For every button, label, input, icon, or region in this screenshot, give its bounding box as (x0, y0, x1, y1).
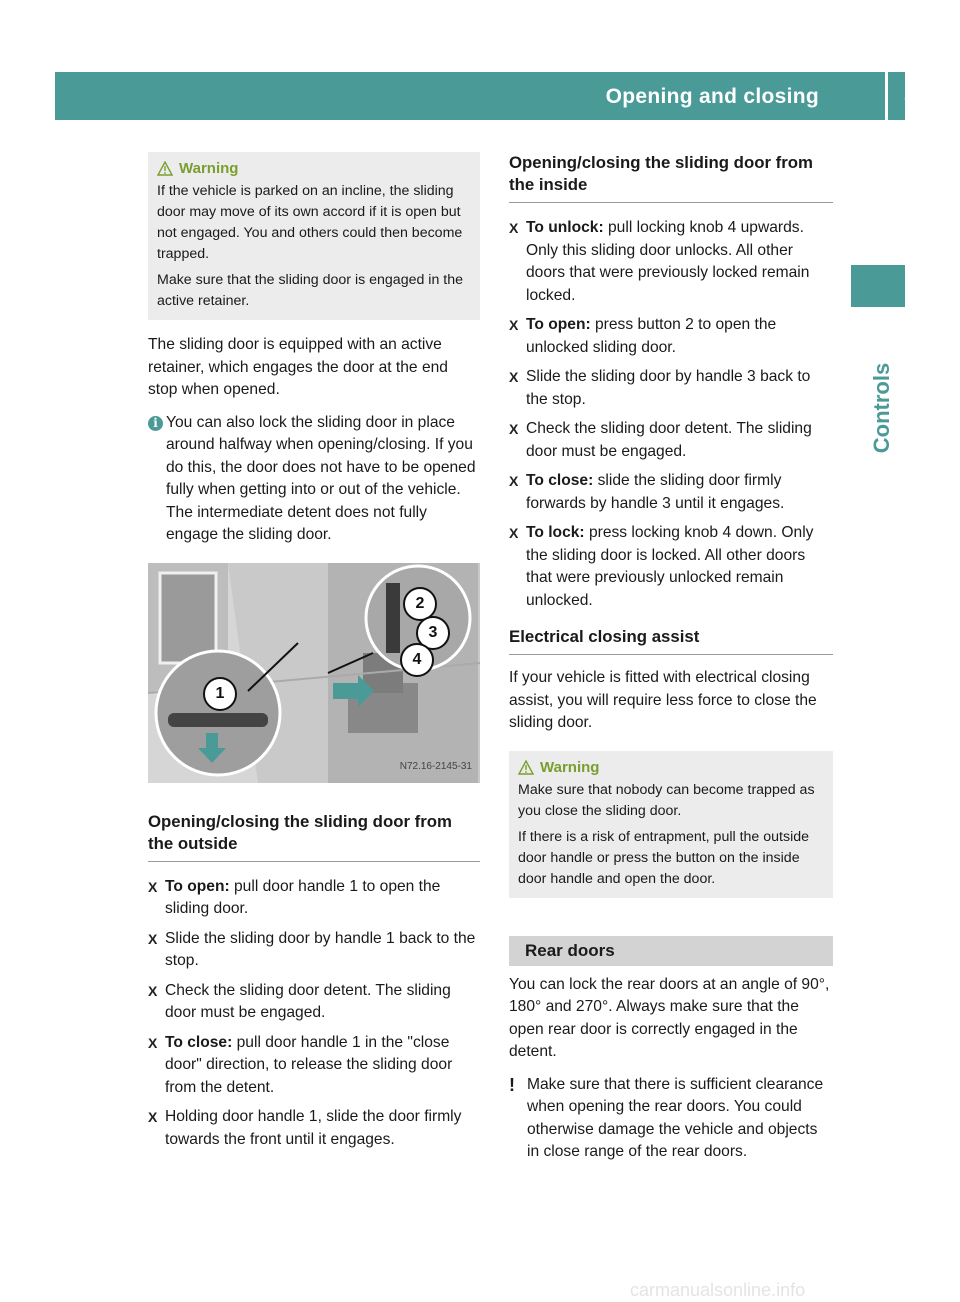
header-bar (55, 72, 926, 120)
step-marker-icon: X (509, 369, 519, 385)
body-paragraph: The sliding door is equipped with an active retainer, which engages the door at the end stop when opened. (148, 336, 448, 398)
step-item: X To open: press button 2 to open the unlocked sliding door. (509, 316, 777, 356)
warning-triangle-icon (157, 161, 173, 176)
exclamation-icon: ! (509, 1074, 515, 1095)
notice-text: Make sure that there is sufficient clearance when opening the rear doors. You could otherwise damage the vehicle and objects in close range of the rear doors. (527, 1075, 824, 1160)
section-bar-rear-doors: Rear doors (509, 936, 833, 966)
step-marker-icon: X (509, 473, 519, 489)
callout-2: 2 (403, 587, 437, 621)
info-note-text: You can also lock the sliding door in place around halfway when opening/closing. If you do this, the door does not have to be opened fully when getting into or out of the vehicle. The intermediate detent does not fully engage the sliding door. (166, 413, 476, 543)
step-item: X To open: pull door handle 1 to open the sliding door. (148, 877, 441, 917)
step-item: X Check the sliding door detent. The sliding door must be engaged. (148, 981, 451, 1021)
step-marker-icon: X (509, 525, 519, 541)
notice-note (509, 1074, 833, 1164)
step-marker-icon: X (148, 878, 158, 895)
callout-1: 1 (203, 677, 237, 711)
page-number: 57 (904, 86, 926, 107)
warning-triangle-icon (518, 760, 534, 775)
side-tab-marker (851, 265, 905, 307)
sliding-door-figure (148, 563, 480, 783)
right-column (509, 152, 833, 1178)
warning-text: If there is a risk of entrapment, pull the outside door handle or press the button on the inside door handle and open the door. (518, 828, 809, 887)
warning-text: If the vehicle is parked on an incline, the sliding door may move of its own accord if it is open but not engaged. You and others could then become trapped. (157, 183, 463, 262)
info-note (148, 412, 480, 547)
step-marker-icon: X (148, 982, 158, 999)
warning-title: Warning (179, 160, 239, 177)
warning-title: Warning (540, 758, 600, 776)
step-marker-icon: X (509, 220, 519, 236)
step-marker-icon: X (148, 930, 158, 947)
header-divider (885, 72, 888, 120)
side-tab-label: Controls (869, 362, 894, 454)
left-column (148, 152, 480, 1158)
warning-text: Make sure that nobody can become trapped as you close the sliding door. (518, 781, 815, 819)
info-icon: i (148, 416, 163, 431)
warning-text: Make sure that the sliding door is engaged in the active retainer. (157, 272, 464, 309)
warning-box (509, 751, 833, 898)
step-list (509, 217, 833, 612)
figure-code: N72.16-2145-31 (399, 761, 472, 772)
section-heading: Opening/closing the sliding door from the inside (509, 152, 833, 203)
callout-3: 3 (416, 616, 450, 650)
step-marker-icon: X (509, 317, 519, 333)
callout-4: 4 (400, 643, 434, 677)
section-heading: Opening/closing the sliding door from the outside (148, 811, 480, 862)
body-paragraph: If your vehicle is fitted with electrical closing assist, you will require less force to close the sliding door. (509, 669, 817, 731)
step-item: X To close: pull door handle 1 in the "close door" direction, to release the sliding door from the detent. (148, 1033, 453, 1096)
body-paragraph: You can lock the rear doors at an angle of 90°, 180° and 270°. Always make sure that the open rear door is correctly engaged in the detent. (509, 975, 830, 1060)
step-item: X To unlock: pull locking knob 4 upwards. Only this sliding door unlocks. All other doors that were previously locked remain locked. (509, 219, 810, 304)
page-title: Opening and closing (605, 85, 819, 108)
step-item: X To close: slide the sliding door firmly forwards by handle 3 until it engages. (509, 472, 785, 512)
step-item: X Slide the sliding door by handle 3 back to the stop. (509, 368, 811, 408)
step-marker-icon: X (148, 1034, 158, 1051)
step-item: X To lock: press locking knob 4 down. Only the sliding door is locked. All other doors that were previously unlocked remain unlocked. (509, 524, 814, 609)
warning-box (148, 152, 480, 320)
step-item: X Check the sliding door detent. The sliding door must be engaged. (509, 420, 812, 460)
step-marker-icon: X (509, 421, 519, 437)
footer-watermark: carmanualsonline.info (630, 1280, 806, 1300)
step-item: X Slide the sliding door by handle 1 back to the stop. (148, 929, 476, 969)
step-marker-icon: X (148, 1109, 158, 1125)
section-heading: Electrical closing assist (509, 626, 833, 655)
step-item: X Holding door handle 1, slide the door firmly towards the front until it engages. (148, 1108, 462, 1148)
step-list (148, 876, 480, 1152)
